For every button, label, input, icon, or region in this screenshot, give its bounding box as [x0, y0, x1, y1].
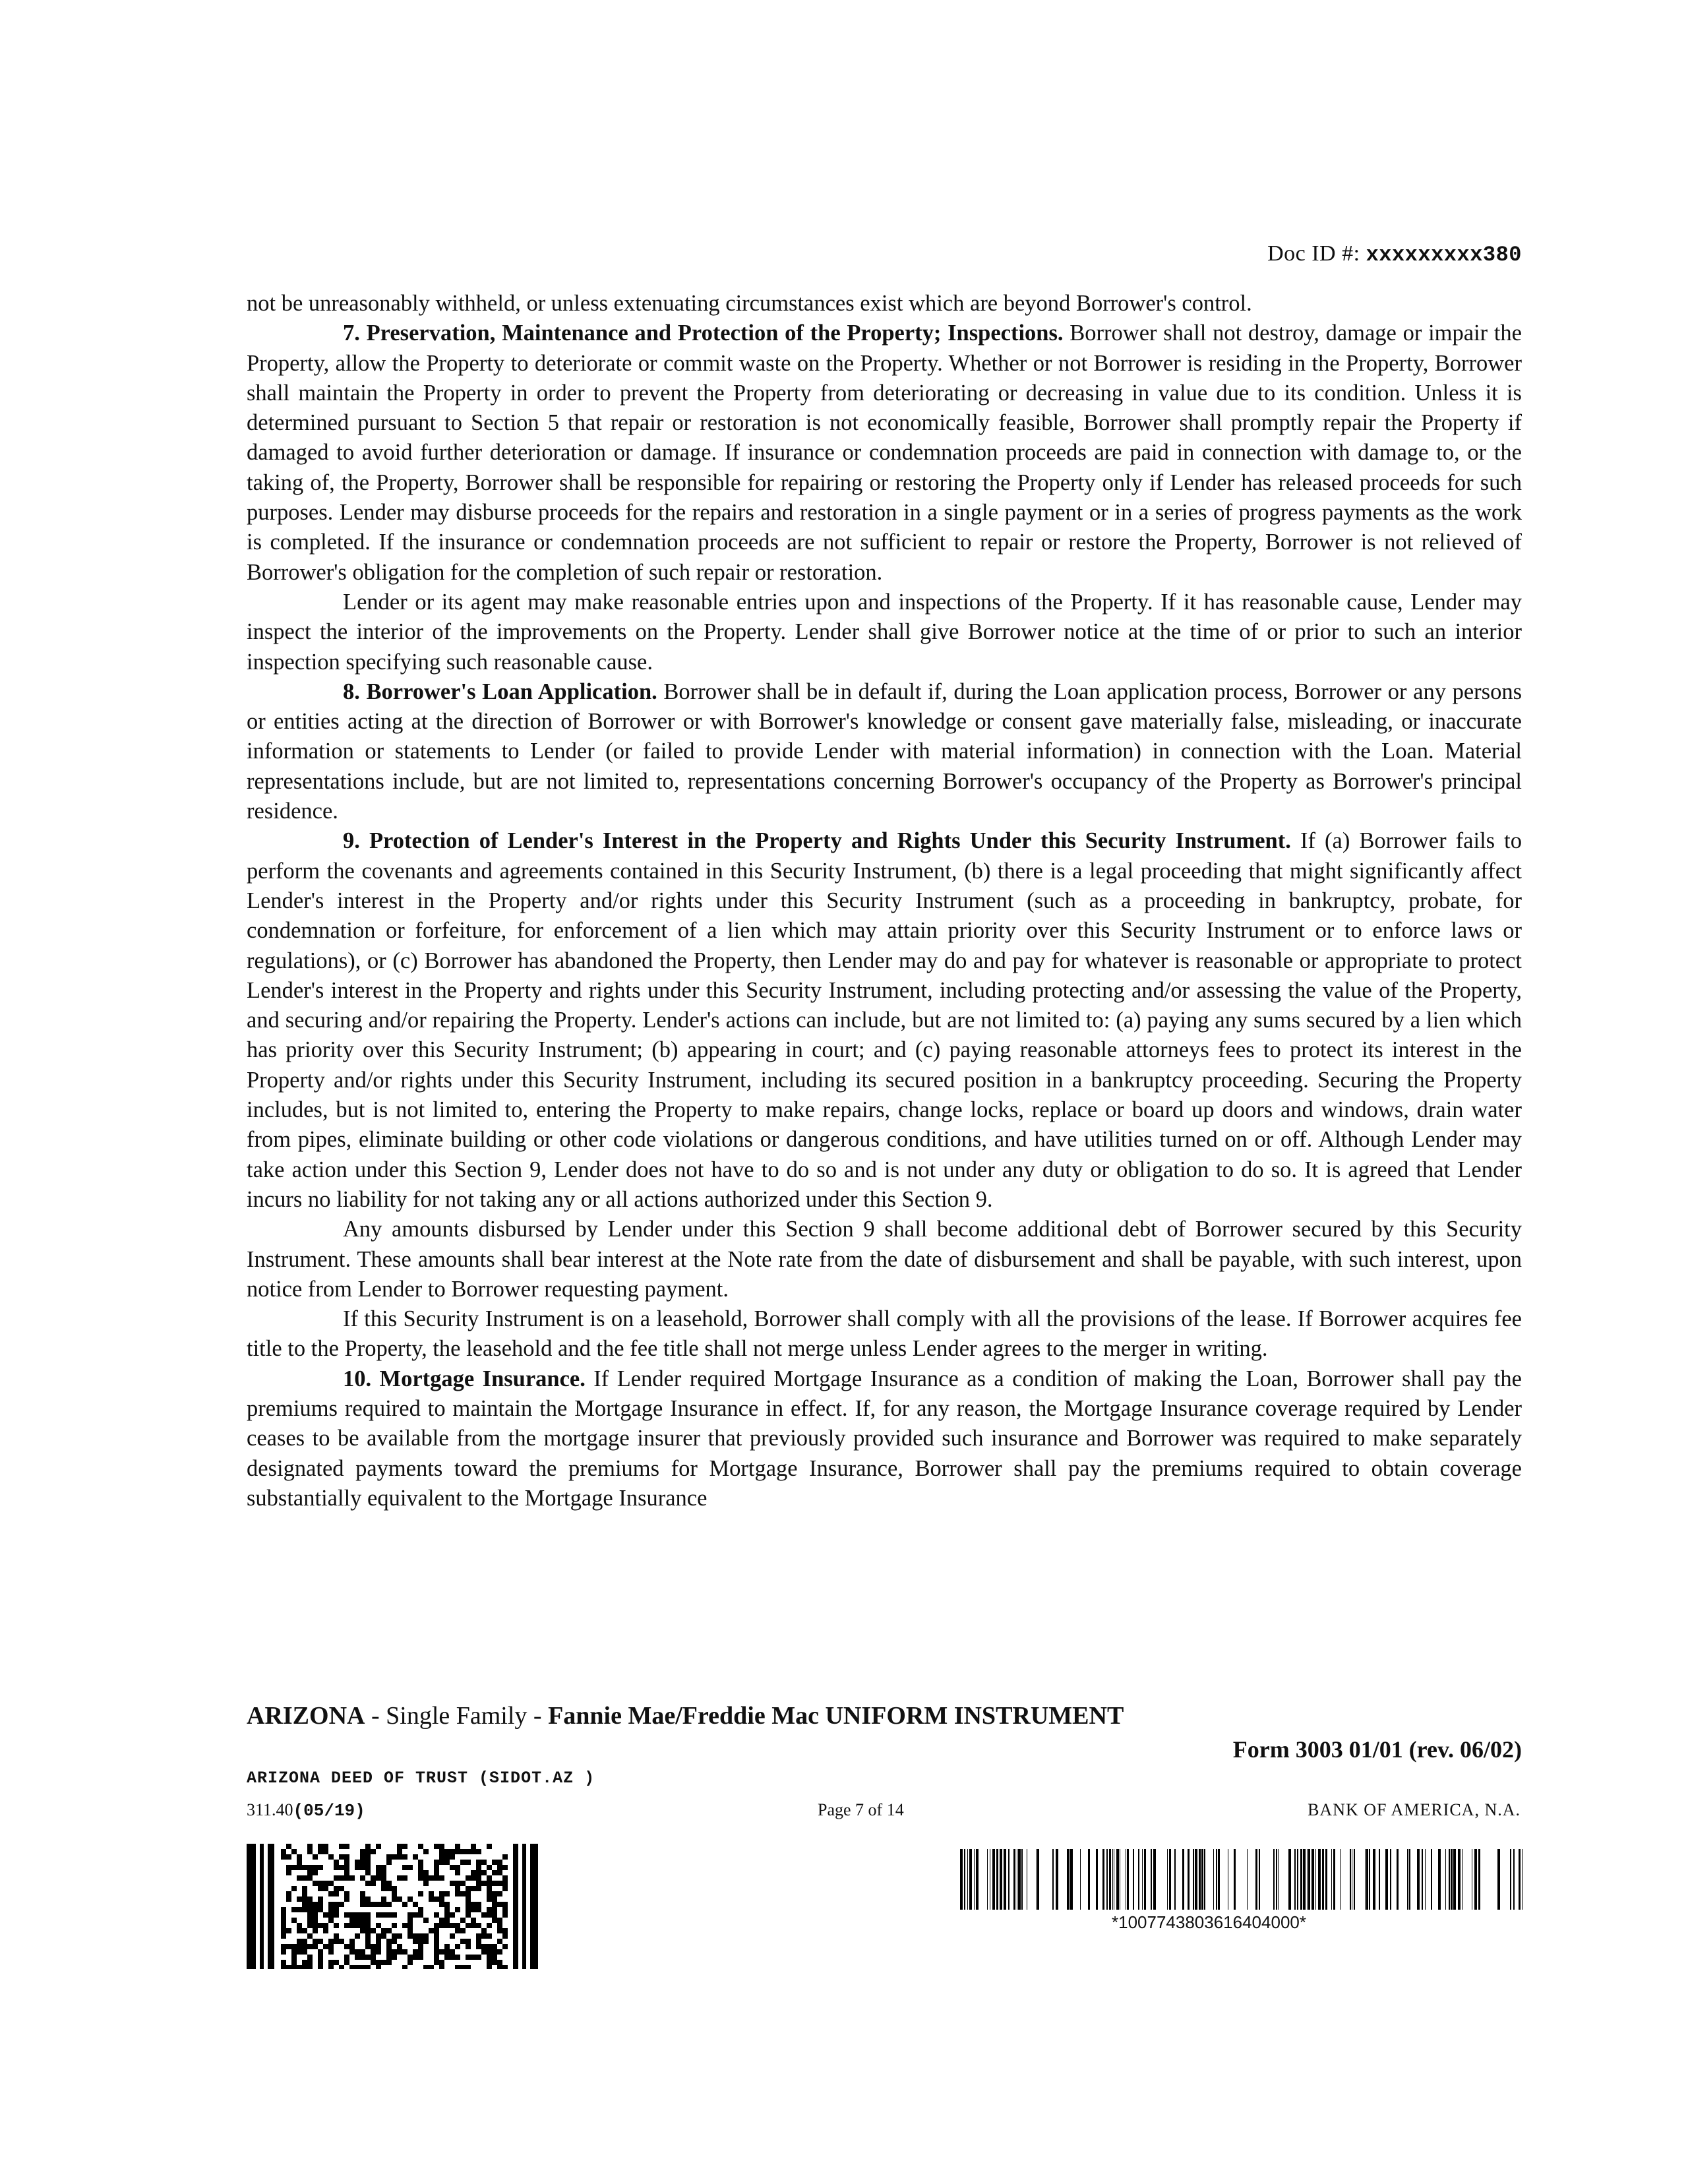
doc-id-value: xxxxxxxxx380 [1366, 243, 1522, 267]
deed-name: ARIZONA DEED OF TRUST (SIDOT.AZ ) [247, 1769, 595, 1788]
form-code [247, 1800, 365, 1821]
section-10 [247, 1364, 1522, 1513]
paragraph-continuation: not be unreasonably withheld, or unless extenuating circumstances exist which are beyond Borrower's control. [247, 291, 1252, 316]
form-number: Form 3003 01/01 (rev. 06/02) [1232, 1736, 1522, 1763]
footer-sep: - Single Family - [365, 1702, 549, 1730]
section-7-paragraph-2: Lender or its agent may make reasonable entries upon and inspections of the Property. If it has reasonable cause, Lender may inspect the interior of the improvements on the Property. Lender shall give Borrower notice at the time of or prior to such an interior inspection specifying such reasonable cause. [247, 589, 1522, 675]
2d-barcode-icon [247, 1844, 551, 1969]
doc-id-label: Doc ID #: [1267, 241, 1360, 266]
section-7-heading: 7. Preservation, Maintenance and Protection of the Property; Inspections. [343, 320, 1064, 346]
section-8 [247, 677, 1522, 826]
barcode-icon [957, 1849, 1523, 1910]
section-9-paragraph-3: If this Security Instrument is on a leasehold, Borrower shall comply with all the provisions of the lease. If Borrower acquires fee title to the Property, the leasehold and the fee title shall not merge unless Lender agrees to the merger in writing. [247, 1306, 1522, 1362]
section-9-heading: 9. Protection of Lender's Interest in the Property and Rights Under this Security Instrument. [343, 828, 1291, 854]
footer-state: ARIZONA [247, 1702, 365, 1730]
section-8-heading: 8. Borrower's Loan Application. [343, 679, 657, 704]
section-8-text: Borrower shall be in default if, during the Loan application process, Borrower or any persons or entities acting at the direction of Borrower or with Borrower's knowledge or consent gave materially false, misleading, or inaccurate information or statements to Lender (or failed to provide Lender with material information) in connection with the Loan. Material representations include, but are not limited to, representations concerning Borrower's occupancy of the Property as Borrower's principal residence. [247, 679, 1522, 824]
section-9-text: If (a) Borrower fails to perform the covenants and agreements contained in this Security Instrument, (b) there is a legal proceeding that might significantly affect Lender's interest in the Property and/or rights under this Security Instrument (such as a proceeding in bankruptcy, probate, for condemnation or forfeiture, for enforcement of a lien which may attain priority over this Security Instrument or to enforce laws or regulations), or (c) Borrower has abandoned the Property, then Lender may do and pay for whatever is reasonable or appropriate to protect Lender's interest in the Property and rights under this Security Instrument, including protecting and/or assessing the value of the Property, and securing and/or repairing the Property. Lender's actions can include, but are not limited to: (a) paying any sums secured by a lien which has priority over this Security Instrument; (b) appearing in court; and (c) paying reasonable attorneys fees to protect its interest in the Property and/or rights under this Security Instrument, including its secured position in a bankruptcy proceeding. Securing the Property includes, but is not limited to, entering the Property to make repairs, change locks, replace or board up doors and windows, drain water from pipes, eliminate building or other code violations or dangerous conditions, and have utilities turned on or off. Although Lender may take action under this Section 9, Lender does not have to do so and is not under any duty or obligation to do so. It is agreed that Lender incurs no liability for not taking any or all actions authorized under this Section 9. [247, 828, 1522, 1212]
section-9 [247, 826, 1522, 1215]
barcode-number: *1007743803616404000* [1112, 1912, 1306, 1932]
section-10-heading: 10. Mortgage Insurance. [343, 1366, 586, 1391]
form-code-prefix: 311.40 [247, 1800, 293, 1819]
footer-title [247, 1701, 1124, 1730]
section-9-paragraph-2: Any amounts disbursed by Lender under this Section 9 shall become additional debt of Borrower secured by this Security Instrument. These amounts shall bear interest at the Note rate from the date of disbursement and shall be payable, with such interest, upon notice from Lender to Borrower requesting payment. [247, 1217, 1522, 1302]
footer-instrument: Fannie Mae/Freddie Mac UNIFORM INSTRUMENT [548, 1702, 1124, 1730]
section-7-text: Borrower shall not destroy, damage or impair the Property, allow the Property to deteriorate or commit waste on the Property. Whether or not Borrower is residing in the Property, Borrower shall maintain the Property in order to prevent the Property from deteriorating or decreasing in value due to its condition. Unless it is determined pursuant to Section 5 that repair or restoration is not economically feasible, Borrower shall promptly repair the Property if damaged to avoid further deterioration or damage. If insurance or condemnation proceeds are paid in connection with damage to, or the taking of, the Property, Borrower shall be responsible for repairing or restoring the Property only if Lender has released proceeds for such purposes. Lender may disburse proceeds for the repairs and restoration in a single payment or in a series of progress payments as the work is completed. If the insurance or condemnation proceeds are not sufficient to repair or restore the Property, Borrower is not relieved of Borrower's obligation for the completion of such repair or restoration. [247, 320, 1522, 585]
doc-id [1267, 241, 1522, 267]
document-body [247, 289, 1522, 1513]
bank-name: BANK OF AMERICA, N.A. [1308, 1800, 1521, 1819]
section-7 [247, 318, 1522, 588]
section-10-text: If Lender required Mortgage Insurance as a condition of making the Loan, Borrower shall pay the premiums required to maintain the Mortgage Insurance in effect. If, for any reason, the Mortgage Insurance coverage required by Lender ceases to be available from the mortgage insurer that previously provided such insurance and Borrower was required to make separately designated payments toward the premiums for Mortgage Insurance, Borrower shall pay the premiums required to obtain coverage substantially equivalent to the Mortgage Insurance [247, 1366, 1522, 1511]
form-code-date: (05/19) [293, 1801, 365, 1821]
page-number: Page 7 of 14 [818, 1800, 904, 1819]
